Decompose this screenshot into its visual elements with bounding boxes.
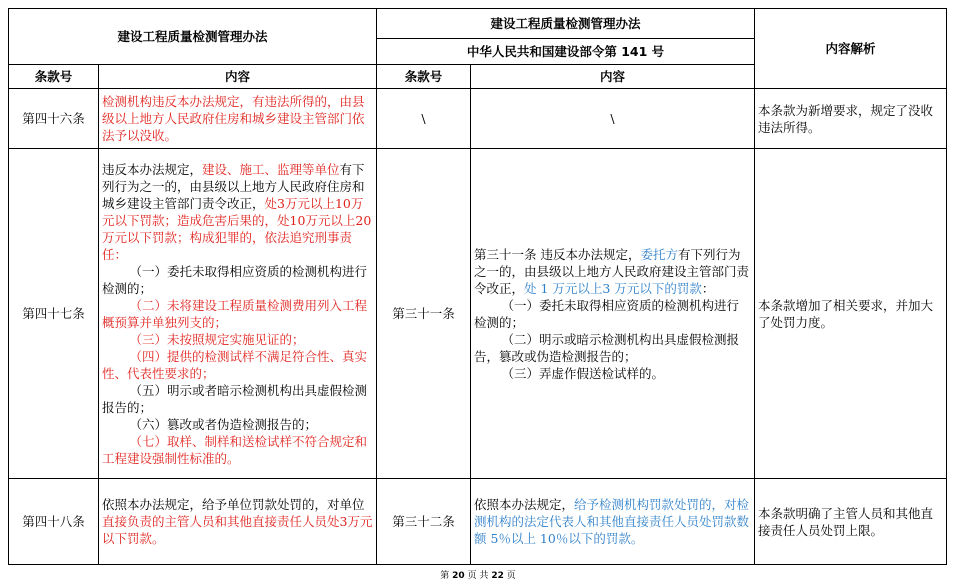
content-header-2: 内容 [471,65,755,89]
content-header: 内容 [99,65,377,89]
clause-text: 处 1 万元以上3 万元以下的罚款 [524,280,702,296]
page-total: 22 [491,571,504,581]
clause-text: 直接负责的主管人员和其他直接责任人员处3万元以下罚款。 [102,514,373,546]
old-clause-no: 第三十二条 [377,479,471,565]
new-clause-no: 第四十八条 [9,479,99,565]
analysis-text: 本条款增加了相关要求，并加大了处罚力度。 [755,149,947,479]
mid-title: 建设工程质量检测管理办法 [377,9,755,39]
clause-text: 给予检测机构罚款处罚的，对检测机构的法定代表人和其他直接责任人员处罚款数额 5％以上 10％以下的罚款 [474,497,750,546]
new-clause-no: 第四十七条 [9,149,99,479]
clause-item: （二）未将建设工程质量检测费用列入工程概预算并单独列支的； [102,297,368,330]
clause-text: 有下列行为之一的，由县级以上地方人民政府建设主管部门责令改正， [474,246,750,296]
clause-item: （一）委托未取得相应资质的检测机构进行检测的； [102,263,368,296]
new-clause-content [99,149,377,479]
clause-text: 委托方 [640,246,679,262]
clause-no-header: 条款号 [9,65,99,89]
old-clause-content [471,479,755,565]
old-clause-content: \ [471,89,755,149]
clause-text: 第三十一条 违反本办法规定， [474,246,641,262]
footer-suffix: 页 [506,571,516,581]
new-clause-no: 第四十六条 [9,89,99,149]
clause-text: 处3万元以上10万元以下罚款；造成危害后果的，处10万元以上20万元以下罚款；构成犯罪的，依法追究刑事责任： [102,195,372,262]
clause-item: （二）明示或暗示检测机构出具虚假检测报告，篡改或伪造检测报告的； [474,331,740,364]
clause-text: ： [701,280,715,296]
clause-text: 有下列行为之一的，由县级以上地方人民政府住房和城乡建设主管部门责令改正， [102,161,365,211]
table-row [9,149,947,479]
clause-item: （六）篡改或者伪造检测报告的； [129,416,318,432]
analysis-text: 本条款明确了主管人员和其他直接责任人员处罚上限。 [755,479,947,565]
footer-middle: 页 共 [467,571,489,581]
page-footer [0,568,956,581]
clause-text: 违反本办法规定， [102,161,203,177]
table-row [9,89,947,149]
comparison-table [8,8,947,565]
table-row [9,479,947,565]
new-clause-content [99,479,377,565]
old-clause-no: 第三十一条 [377,149,471,479]
clause-text: 依照本办法规定， [474,497,575,512]
mid-subtitle: 中华人民共和国建设部令第 141 号 [377,39,755,65]
clause-no-header-2: 条款号 [377,65,471,89]
clause-text: 建设、施工、监理等单位 [202,161,340,177]
footer-prefix: 第 [440,571,450,581]
clause-item: （四）提供的检测试样不满足符合性、真实性、代表性要求的； [102,348,368,381]
old-clause-content [471,149,755,479]
left-title: 建设工程质量检测管理办法 [9,9,377,65]
clause-text: 依照本办法规定，给予单位罚款处罚的，对单位 [102,497,365,512]
clause-item: （七）取样、制样和送检试样不符合规定和工程建设强制性标准的。 [102,433,368,466]
clause-item: （一）委托未取得相应资质的检测机构进行检测的； [474,297,740,330]
clause-item: （五）明示或者暗示检测机构出具虚假检测报告的； [102,382,368,415]
clause-item: （三）未按照规定实施见证的； [129,331,305,347]
page-number: 20 [452,571,465,581]
analysis-text: 本条款为新增要求，规定了没收违法所得。 [755,89,947,149]
clause-text: 。 [630,531,644,546]
clause-item: （三）弄虚作假送检试样的。 [501,365,665,381]
analysis-header: 内容解析 [755,9,947,89]
old-clause-no: \ [377,89,471,149]
new-clause-content: 检测机构违反本办法规定，有违法所得的，由县级以上地方人民政府住房和城乡建设主管部门依法予以没收。 [99,89,377,149]
